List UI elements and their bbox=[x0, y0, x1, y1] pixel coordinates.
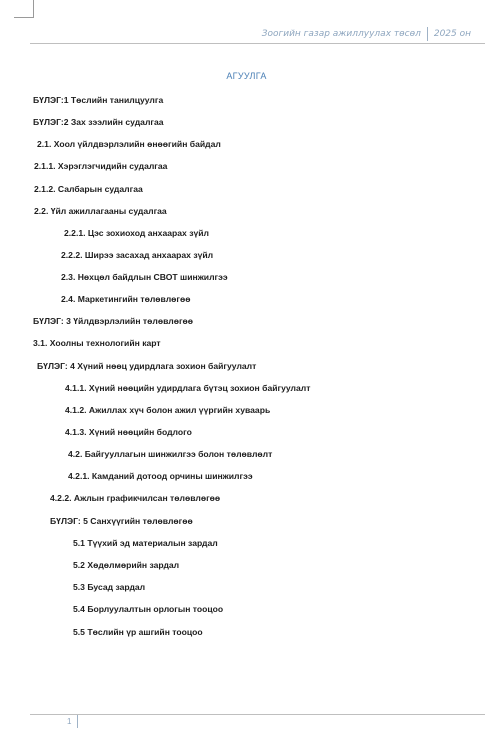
toc-entry-5-5[interactable]: 5.5 Төслийн үр ашгийн тооцоо bbox=[73, 627, 203, 637]
toc-entry-4-2[interactable]: 4.2. Байгууллагын шинжилгээ болон төлөвлөлт bbox=[68, 449, 273, 459]
toc-entry-2-3[interactable]: 2.3. Нөхцөл байдлын СВОТ шинжилгээ bbox=[61, 272, 228, 282]
page-number: 1 bbox=[67, 717, 72, 726]
toc-entry-4-1-3[interactable]: 4.1.3. Хүний нөөцийн бодлого bbox=[65, 427, 192, 437]
page-number-separator bbox=[77, 715, 78, 728]
toc-entry-2-4[interactable]: 2.4. Маркетингийн төлөвлөгөө bbox=[61, 294, 191, 304]
header-separator bbox=[427, 27, 428, 41]
toc-entry-5-3[interactable]: 5.3 Бусад зардал bbox=[73, 582, 146, 592]
crop-mark-vertical bbox=[33, 0, 34, 18]
crop-mark-horizontal bbox=[14, 17, 34, 18]
toc-entry-2-2-2[interactable]: 2.2.2. Ширээ засахад анхаарах зүйл bbox=[61, 250, 214, 260]
toc-entry-2-2[interactable]: 2.2. Үйл ажиллагааны судалгаа bbox=[34, 206, 167, 216]
toc-entry-chapter-1[interactable]: БҮЛЭГ:1 Төслийн танилцуулга bbox=[33, 95, 164, 105]
toc-entry-chapter-3[interactable]: БҮЛЭГ: 3 Үйлдвэрлэлийн төлөвлөгөө bbox=[33, 316, 194, 326]
toc-entry-5-1[interactable]: 5.1 Түүхий эд материалын зардал bbox=[73, 538, 218, 548]
toc-entry-4-1-1[interactable]: 4.1.1. Хүний нөөцийн удирдлага бүтэц зохион байгуулалт bbox=[65, 383, 311, 393]
toc-entry-5-4[interactable]: 5.4 Борлуулалтын орлогын тооцоо bbox=[73, 604, 224, 614]
toc-entry-chapter-5[interactable]: БҮЛЭГ: 5 Санхүүгийн төлөвлөгөө bbox=[50, 516, 193, 526]
header-rule bbox=[30, 43, 485, 44]
toc-entry-chapter-4[interactable]: БҮЛЭГ: 4 Хүний нөөц удирдлага зохион байгуулалт bbox=[37, 361, 257, 371]
toc-entry-4-2-2[interactable]: 4.2.2. Ажлын графикчилсан төлөвлөгөө bbox=[50, 493, 221, 503]
toc-entry-2-1-2[interactable]: 2.1.2. Салбарын судалгаа bbox=[34, 184, 143, 194]
toc-title: АГУУЛГА bbox=[226, 71, 267, 81]
page-header bbox=[262, 27, 471, 41]
toc-entry-4-1-2[interactable]: 4.1.2. Ажиллах хүч болон ажил үүргийн хуваарь bbox=[65, 405, 271, 415]
toc-entry-2-1[interactable]: 2.1. Хоол үйлдвэрлэлийн өнөөгийн байдал bbox=[37, 139, 221, 149]
header-year: 2025 он bbox=[433, 29, 471, 39]
toc-entry-2-2-1[interactable]: 2.2.1. Цэс зохиоход анхаарах зүйл bbox=[64, 228, 209, 238]
toc-entry-4-2-1[interactable]: 4.2.1. Камданий дотоод орчины шинжилгээ bbox=[68, 471, 253, 481]
header-doc-title: Зоогийн газар ажиллуулах төсөл bbox=[261, 29, 421, 39]
footer-rule bbox=[30, 714, 485, 715]
toc-entry-3-1[interactable]: 3.1. Хоолны технологийн карт bbox=[33, 338, 161, 348]
toc-entry-5-2[interactable]: 5.2 Хөдөлмөрийн зардал bbox=[73, 560, 180, 570]
toc-entry-chapter-2[interactable]: БҮЛЭГ:2 Зах зээлийн судалгаа bbox=[33, 117, 164, 127]
toc-entry-2-1-1[interactable]: 2.1.1. Хэрэглэгчидийн судалгаа bbox=[34, 161, 168, 171]
